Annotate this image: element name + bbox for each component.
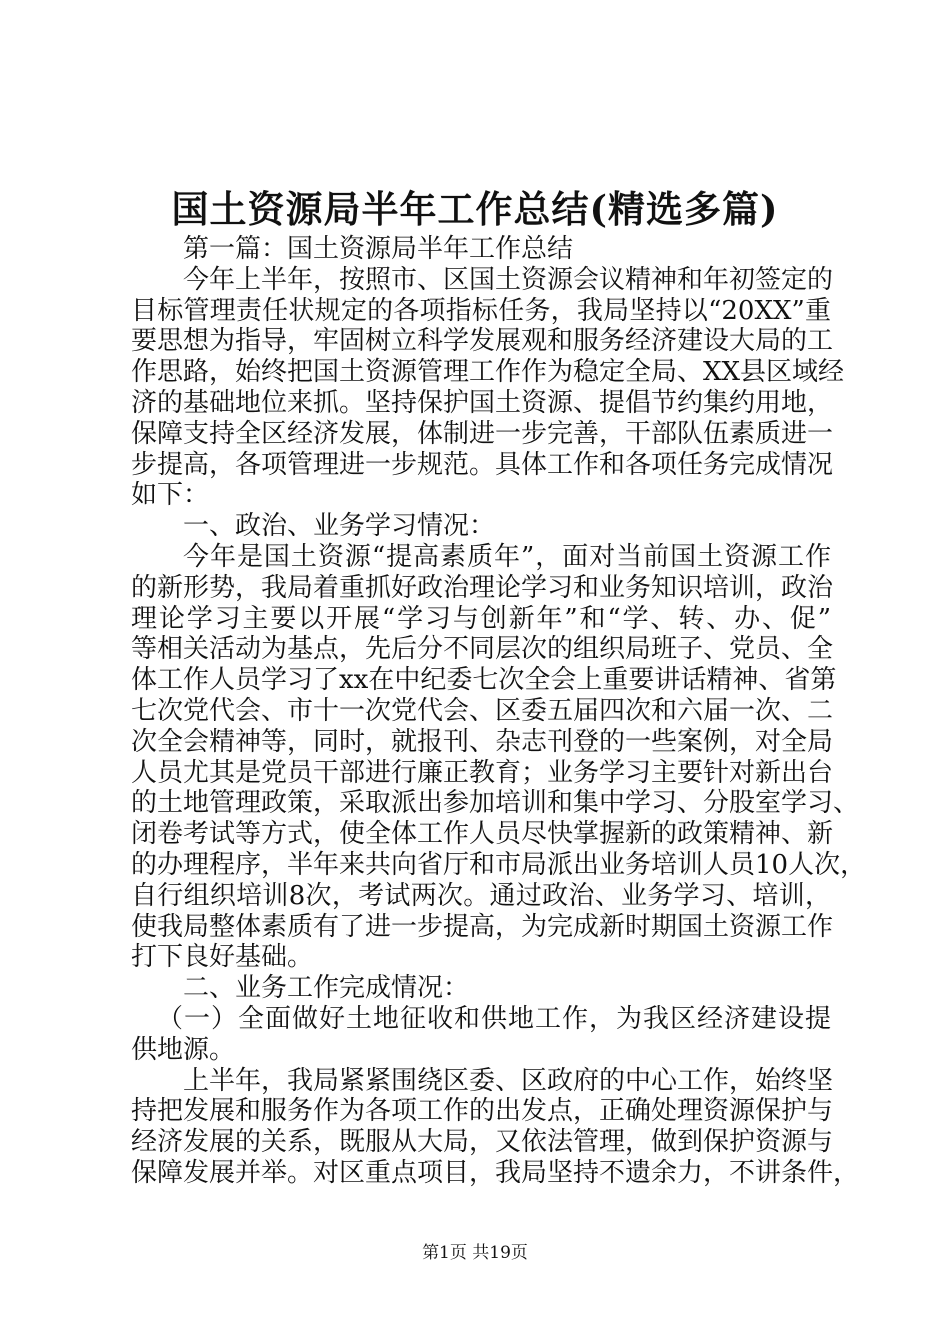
text-line: 闭卷考试等方式，使全体工作人员尽快掌握新的政策精神、新 — [131, 819, 834, 850]
text-line: 理论学习主要以开展“学习与创新年”和“学、转、办、促” — [131, 603, 831, 634]
text-line: 七次党代会、市十一次党代会、区委五届四次和六届一次、二 — [131, 695, 834, 726]
text-line: （一）全面做好土地征收和供地工作，为我区经济建设提 — [157, 1003, 831, 1034]
text-line: 人员尤其是党员干部进行廉正教育；业务学习主要针对新出台 — [131, 757, 834, 788]
text-line: 体工作人员学习了xx在中纪委七次全会上重要讲话精神、省第 — [131, 665, 837, 696]
text-line: 自行组织培训8次，考试两次。通过政治、业务学习、培训， — [131, 880, 831, 911]
text-line: 持把发展和服务作为各项工作的出发点，正确处理资源保护与 — [131, 1096, 834, 1127]
text-line: 今年上半年，按照市、区国土资源会议精神和年初签定的 — [183, 264, 834, 295]
text-line: 目标管理责任状规定的各项指标任务，我局坚持以“20XX”重 — [131, 295, 831, 326]
text-line: 次全会精神等，同时，就报刊、杂志刊登的一些案例，对全局 — [131, 726, 834, 757]
text-line: 保障支持全区经济发展，体制进一步完善，干部队伍素质进一 — [131, 418, 834, 449]
text-line: 经济发展的关系，既服从大局，又依法管理，做到保护资源与 — [131, 1127, 834, 1158]
text-line: 作思路，始终把国土资源管理工作作为稳定全局、XX县区域经 — [131, 357, 845, 388]
page-footer: 第1页 共19页 — [422, 1243, 528, 1263]
text-line: 步提高，各项管理进一步规范。具体工作和各项任务完成情况 — [131, 449, 834, 480]
text-line: 二、业务工作完成情况： — [183, 973, 470, 1004]
document-body — [131, 234, 867, 1189]
text-line: 的土地管理政策，采取派出参加培训和集中学习、分股室学习、 — [131, 788, 860, 819]
text-line: 济的基础地位来抓。坚持保护国土资源、提倡节约集约用地， — [131, 387, 834, 418]
document-title: 国土资源局半年工作总结(精选多篇) — [171, 187, 779, 231]
text-line: 如下： — [131, 480, 210, 511]
text-line: 打下良好基础。 — [131, 942, 314, 973]
text-line: 供地源。 — [131, 1034, 236, 1065]
text-line: 使我局整体素质有了进一步提高，为完成新时期国土资源工作 — [131, 911, 834, 942]
text-line: 上半年，我局紧紧围绕区委、区政府的中心工作，始终坚 — [183, 1065, 834, 1096]
text-line: 今年是国土资源“提高素质年”，面对当前国土资源工作 — [183, 541, 831, 572]
text-line: 保障发展并举。对区重点项目，我局坚持不遗余力，不讲条件， — [131, 1157, 860, 1188]
text-line: 第一篇：国土资源局半年工作总结 — [183, 234, 574, 264]
text-line: 的办理程序，半年来共向省厅和市局派出业务培训人员10人次， — [131, 849, 867, 880]
text-line: 的新形势，我局着重抓好政治理论学习和业务知识培训，政治 — [131, 572, 834, 603]
text-line: 要思想为指导，牢固树立科学发展观和服务经济建设大局的工 — [131, 326, 834, 357]
text-line: 等相关活动为基点，先后分不同层次的组织局班子、党员、全 — [131, 634, 834, 665]
text-line: 一、政治、业务学习情况： — [183, 511, 496, 542]
